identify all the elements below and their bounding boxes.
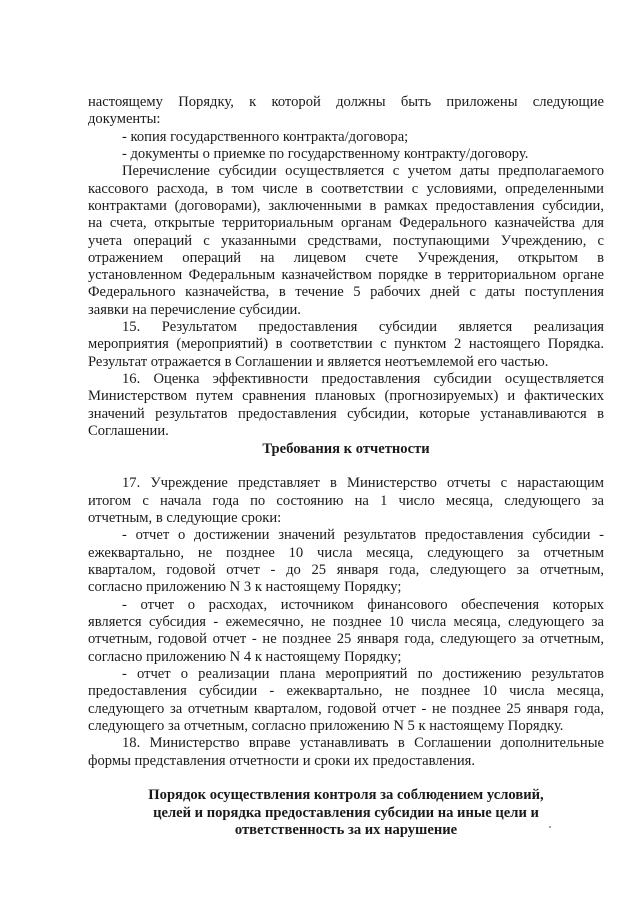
text-line: Результат отражается в Соглашении и является неотъемлемой его частью. [88, 354, 549, 370]
section-heading-reports: Требования к отчетности [262, 441, 430, 457]
section-heading-control: целей и порядка предоставления субсидии на иные цели и [153, 805, 539, 821]
text-line: предоставления субсидии - ежеквартально, не позднее 10 числа месяца, [88, 683, 604, 699]
text-line: учета операций с указанными средствами, поступающими Учреждению, с [88, 233, 604, 249]
section-heading-control: Порядок осуществления контроля за соблюдением условий, [148, 787, 544, 803]
text-line: является субсидия - ежемесячно, не позднее 10 числа месяца, следующего за [88, 614, 604, 630]
text-line: Перечисление субсидии осуществляется с учетом даты предполагаемого [122, 163, 604, 179]
clause-15: 15. Результатом предоставления субсидии является реализация [122, 319, 604, 335]
clause-16: 16. Оценка эффективности предоставления субсидии осуществляется [122, 371, 604, 387]
text-line: значений результатов предоставления субсидии, которые устанавливаются в [88, 406, 604, 422]
text-line: кварталом, годовой отчет - до 25 января года, следующего за отчетным, [88, 562, 604, 578]
scan-speck [549, 826, 551, 828]
text-line: документы: [88, 111, 161, 127]
text-line: установленном Федеральным казначейством порядке в территориальном органе [88, 267, 604, 283]
text-line: кассового расхода, в том числе в соответствии с условиями, определенными [88, 181, 604, 197]
text-line: согласно приложению N 3 к настоящему Порядку; [88, 579, 402, 595]
text-line: отчетным, в следующие сроки: [88, 510, 282, 526]
text-line: ежеквартально, не позднее 10 числа месяца, следующего за отчетным [88, 545, 604, 561]
list-item: - отчет о реализации плана мероприятий по достижению результатов [122, 666, 604, 682]
text-line: итогом с начала года по состоянию на 1 число месяца, следующего за [88, 493, 604, 509]
list-item: - документы о приемке по государственному контракту/договору. [122, 146, 529, 162]
text-line: отчетным, годовой отчет - не позднее 25 января года, следующего за отчетным, [88, 631, 604, 647]
list-item: - отчет о достижении значений результатов предоставления субсидии - [122, 527, 604, 543]
text-line: заявки на перечисление субсидии. [88, 302, 301, 318]
text-line: мероприятия (мероприятий) в соответствии с пунктом 2 настоящего Порядка. [88, 336, 604, 352]
list-item: - копия государственного контракта/договора; [122, 129, 409, 145]
clause-17: 17. Учреждение представляет в Министерство отчеты с нарастающим [122, 475, 604, 491]
text-line: настоящему Порядку, к которой должны быть приложены следующие [88, 94, 604, 110]
text-line: формы представления отчетности и сроки их предоставления. [88, 753, 476, 769]
text-line: контрактами (договорами), заключенными в рамках предоставления субсидии, [88, 198, 604, 214]
text-line: следующего за отчетным кварталом, годовой отчет - не позднее 25 января года, [88, 701, 604, 717]
text-line: отражением операций на лицевом счете Учреждения, открытом в [88, 250, 604, 266]
text-line: на счета, открытые территориальным органам Федерального казначейства для [88, 215, 604, 231]
section-heading-control: ответственность за их нарушение [234, 822, 458, 838]
text-line: согласно приложению N 4 к настоящему Порядку; [88, 649, 402, 665]
text-line: Соглашении. [88, 423, 169, 439]
clause-18: 18. Министерство вправе устанавливать в Соглашении дополнительные [122, 735, 604, 751]
text-line: Министерством путем сравнения плановых (прогнозируемых) и фактических [88, 388, 604, 404]
list-item: - отчет о расходах, источником финансового обеспечения которых [122, 597, 604, 613]
text-line: Федерального казначейства, в течение 5 рабочих дней с даты поступления [88, 284, 604, 300]
text-line: следующего за отчетным, согласно приложению N 5 к настоящему Порядку. [88, 718, 564, 734]
